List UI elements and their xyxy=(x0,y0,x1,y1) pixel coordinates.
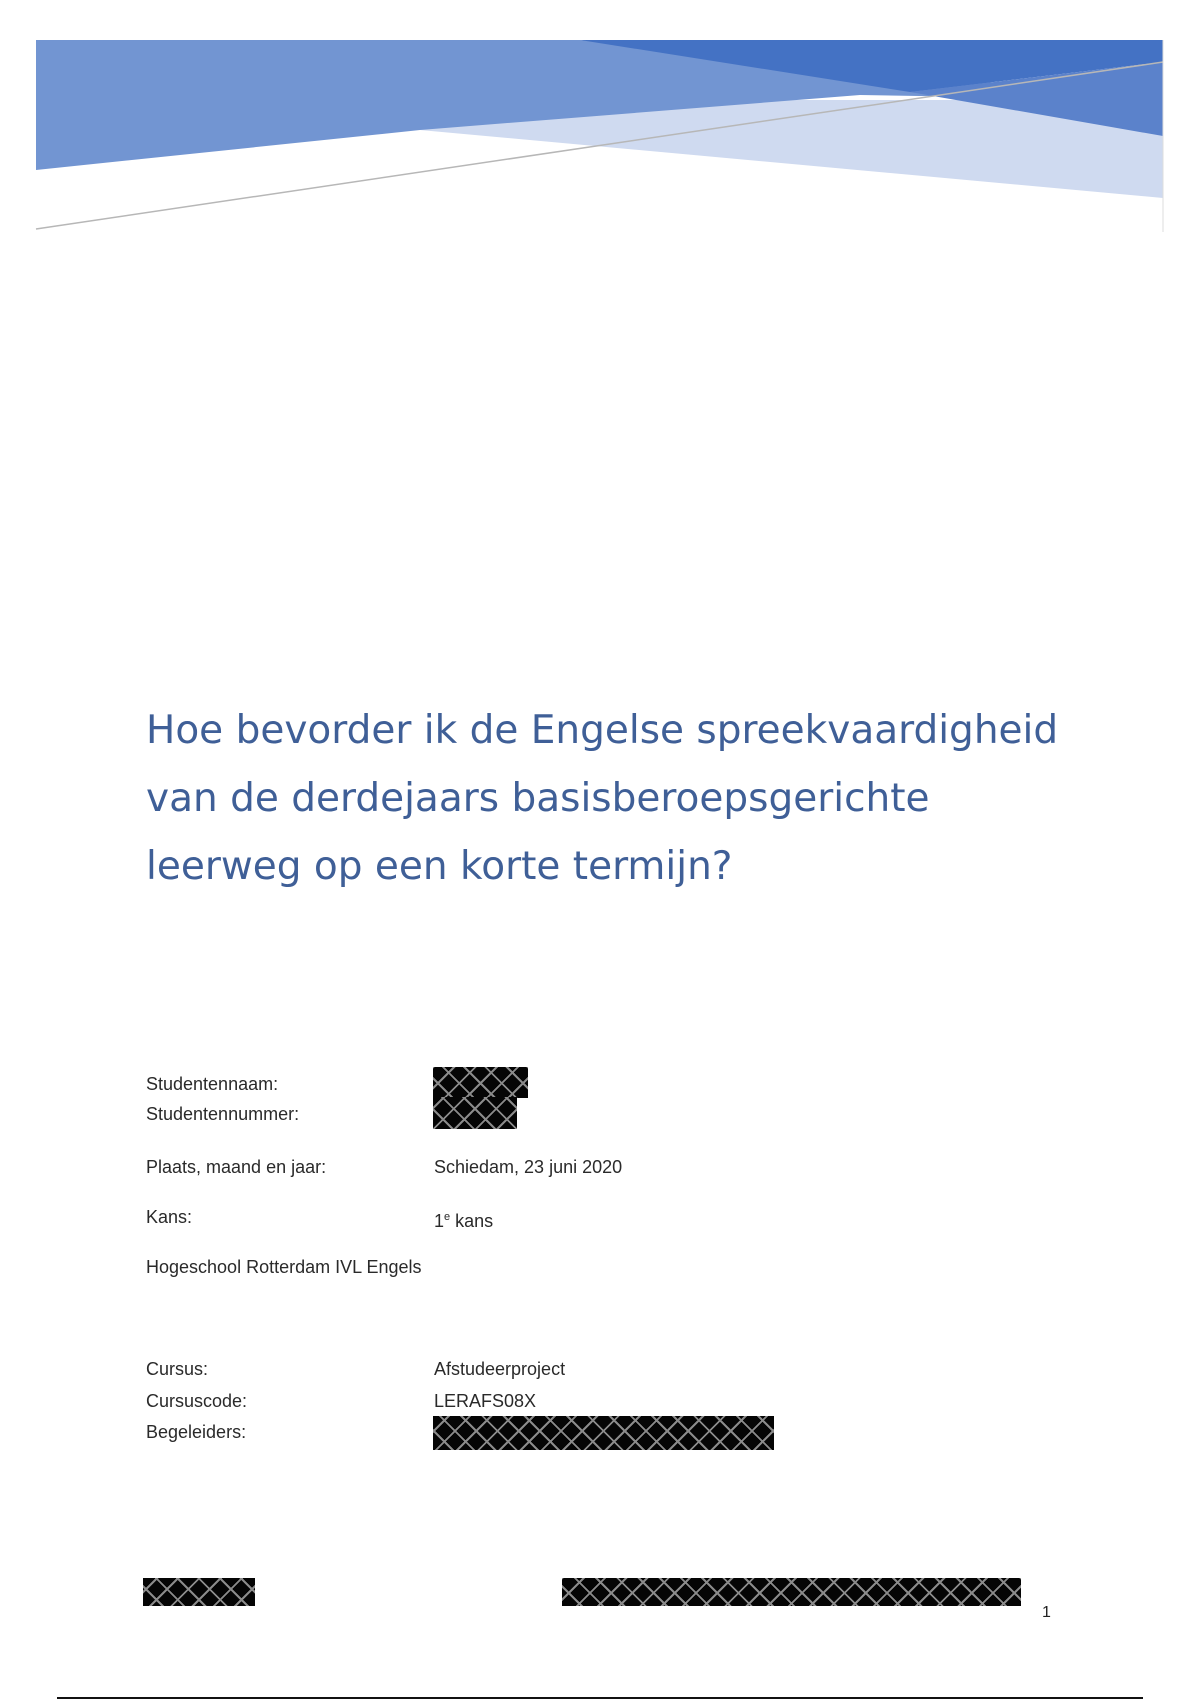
course-value: Afstudeerproject xyxy=(434,1359,566,1379)
place-date-label: Plaats, maand en jaar: xyxy=(146,1157,327,1177)
attempt-suffix: kans xyxy=(450,1211,494,1231)
redacted-student-number xyxy=(433,1097,517,1129)
attempt-value xyxy=(434,1207,493,1231)
institution: Hogeschool Rotterdam IVL Engels xyxy=(146,1257,422,1277)
document-title: Hoe bevorder ik de Engelse spreekvaardigheid van de derdejaars basisberoepsgerichte leerweg op een korte termijn? xyxy=(146,708,1059,889)
redacted-footer-left xyxy=(143,1578,255,1606)
attempt-superscript: e xyxy=(444,1211,451,1223)
header-banner xyxy=(0,0,1200,240)
place-date-value: Schiedam, 23 juni 2020 xyxy=(434,1157,623,1177)
redacted-supervisors xyxy=(433,1416,774,1450)
page-number: 1 xyxy=(1042,1604,1051,1621)
course-code-label: Cursuscode: xyxy=(146,1391,248,1411)
student-number-label: Studentennummer: xyxy=(146,1104,300,1124)
redacted-footer-right xyxy=(562,1578,1021,1606)
attempt-label: Kans: xyxy=(146,1207,193,1227)
attempt-number: 1 xyxy=(434,1211,445,1231)
course-label: Cursus: xyxy=(146,1359,209,1379)
student-name-label: Studentennaam: xyxy=(146,1074,279,1094)
supervisors-label: Begeleiders: xyxy=(146,1422,247,1442)
bottom-rule xyxy=(57,1697,1143,1699)
redacted-student-name xyxy=(433,1067,528,1098)
course-code-value: LERAFS08X xyxy=(434,1391,537,1411)
